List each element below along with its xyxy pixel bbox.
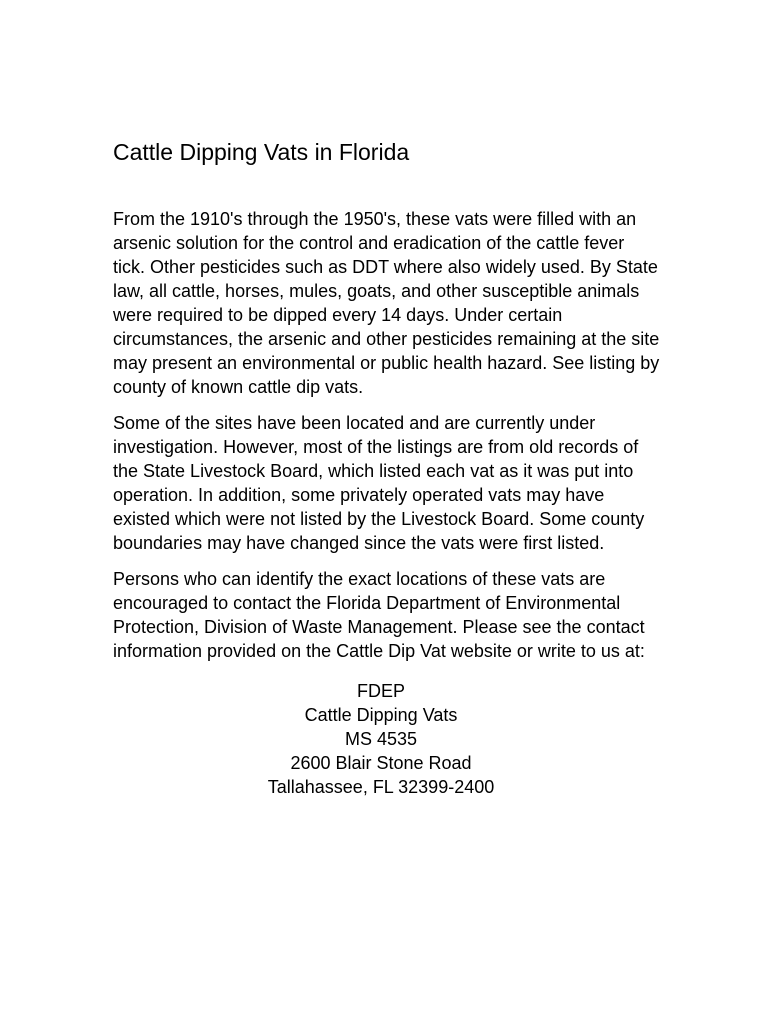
- address-line-program: Cattle Dipping Vats: [304, 705, 458, 725]
- mailing-address: [113, 679, 649, 799]
- address-line-street: 2600 Blair Stone Road: [290, 753, 472, 773]
- address-line-mail-station: MS 4535: [344, 729, 418, 749]
- address-line-organization: FDEP: [356, 681, 405, 701]
- paragraph-investigation: Some of the sites have been located and are currently under investigation. However, most of the listings are from old records of the State Livestock Board, which listed each vat as it was put into operation. In addition, some privately operated vats may have existed which were not listed by the Livestock Board. Some county boundaries may have changed since the vats were first listed.: [113, 413, 645, 553]
- document-page: [113, 136, 661, 799]
- paragraph-history: From the 1910's through the 1950's, these vats were filled with an arsenic solution for the control and eradication of the cattle fever tick. Other pesticides such as DDT where also widely used. By State law, all cattle, horses, mules, goats, and other susceptible animals were required to be dipped every 14 days. Under certain circumstances, the arsenic and other pesticides remaining at the site may present an environmental or public health hazard. See listing by county of known cattle dip vats.: [113, 209, 660, 397]
- paragraph-contact: Persons who can identify the exact locations of these vats are encouraged to contact the Florida Department of Environmental Protection, Division of Waste Management. Please see the contact information provided on the Cattle Dip Vat website or write to us at:: [113, 569, 645, 661]
- document-title: Cattle Dipping Vats in Florida: [113, 139, 410, 165]
- address-line-city-state-zip: Tallahassee, FL 32399-2400: [267, 777, 495, 797]
